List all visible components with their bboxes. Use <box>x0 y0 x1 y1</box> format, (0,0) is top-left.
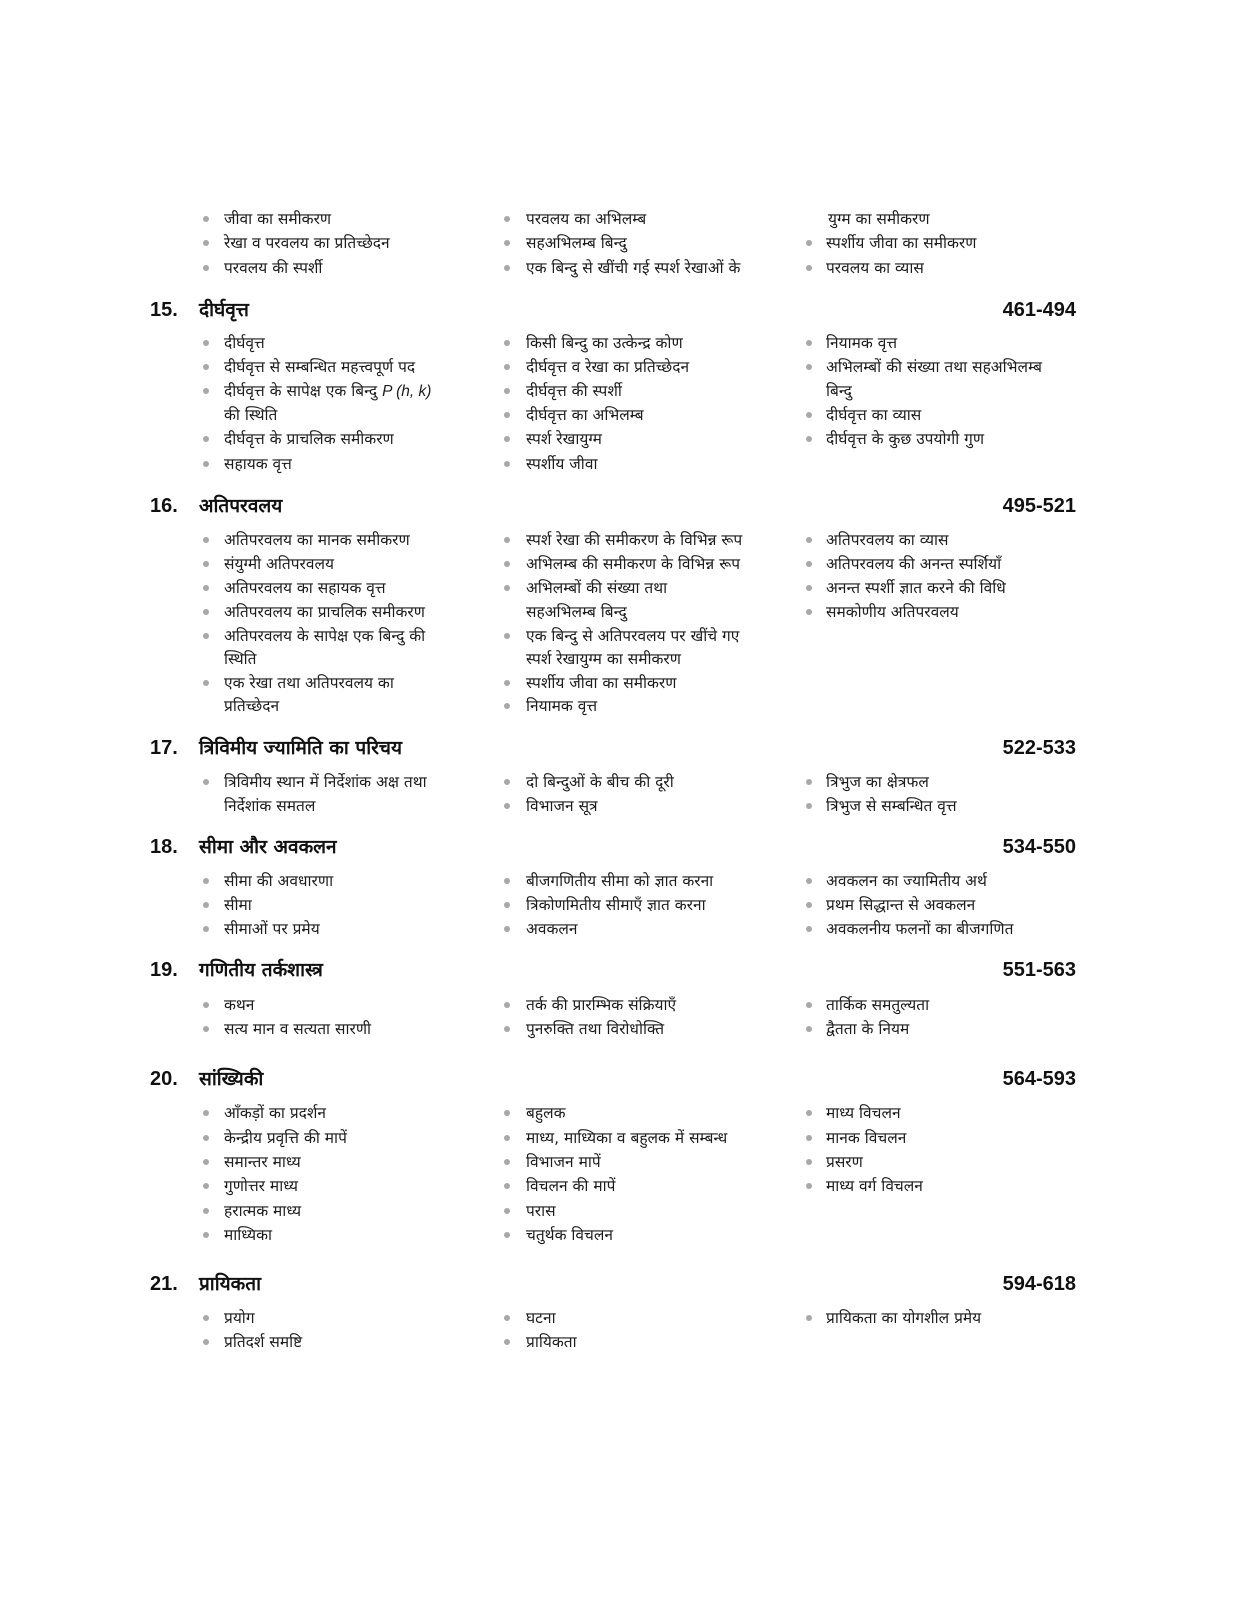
topic-item: समान्तर माध्य <box>224 1153 301 1171</box>
chapter-page-range: 564-593 <box>1002 1068 1076 1090</box>
bullet-icon <box>504 1315 510 1321</box>
topic-item: सीमा की अवधारणा <box>224 872 334 890</box>
bullet-icon <box>806 340 812 346</box>
topic-item: त्रिविमीय स्थान में निर्देशांक अक्ष तथा <box>224 773 427 791</box>
topic-item: सत्य मान व सत्यता सारणी <box>224 1020 372 1038</box>
topic-item-continued: बिन्दु <box>826 382 852 400</box>
bullet-icon <box>504 585 510 591</box>
toc-row <box>0 1223 1252 1247</box>
toc-row <box>0 1101 1252 1125</box>
bullet-icon <box>504 1159 510 1165</box>
bullet-icon <box>203 680 209 686</box>
bullet-icon <box>504 340 510 346</box>
topic-item: सहायक वृत्त <box>224 455 292 473</box>
toc-row <box>0 231 1252 255</box>
toc-row <box>0 379 1252 403</box>
bullet-icon <box>203 461 209 467</box>
topic-item: संयुग्मी अतिपरवलय <box>224 555 334 573</box>
topic-item: दो बिन्दुओं के बीच की दूरी <box>526 773 674 791</box>
chapter-page-range: 495-521 <box>1002 495 1076 517</box>
bullet-icon <box>504 803 510 809</box>
bullet-icon <box>806 1159 812 1165</box>
bullet-icon <box>504 1110 510 1116</box>
topic-item: दीर्घवृत्त <box>224 334 265 352</box>
bullet-icon <box>203 633 209 639</box>
chapter-number: 18. <box>150 836 178 858</box>
topic-item: मानक विचलन <box>826 1129 907 1147</box>
bullet-icon <box>203 1002 209 1008</box>
topic-item: माध्य वर्ग विचलन <box>826 1177 923 1195</box>
topic-item: नियामक वृत्त <box>526 697 598 715</box>
toc-row <box>0 1330 1252 1354</box>
topic-item: अभिलम्बों की संख्या तथा सहअभिलम्ब <box>826 358 1042 376</box>
chapter-number: 21. <box>150 1273 178 1295</box>
toc-row <box>0 993 1252 1017</box>
bullet-icon <box>806 803 812 809</box>
topic-item: केन्द्रीय प्रवृत्ति की मापें <box>224 1129 347 1147</box>
bullet-icon <box>806 1183 812 1189</box>
bullet-icon <box>806 779 812 785</box>
bullet-icon <box>504 1183 510 1189</box>
topic-item: सीमाओं पर प्रमेय <box>224 920 320 938</box>
chapter-title: सीमा और अवकलन <box>199 836 337 858</box>
topic-item: दीर्घवृत्त से सम्बन्धित महत्त्वपूर्ण पद <box>224 358 416 376</box>
bullet-icon <box>203 1110 209 1116</box>
topic-item: अतिपरवलय का व्यास <box>826 531 949 549</box>
bullet-icon <box>806 537 812 543</box>
toc-row <box>0 1126 1252 1150</box>
chapter-title: अतिपरवलय <box>199 495 283 517</box>
chapter-page-range: 534-550 <box>1002 836 1076 858</box>
topic-item: दीर्घवृत्त का व्यास <box>826 406 922 424</box>
toc-row <box>0 671 1252 695</box>
toc-row <box>0 1017 1252 1041</box>
topic-item: माध्य विचलन <box>826 1104 901 1122</box>
bullet-icon <box>806 364 812 370</box>
topic-item: दीर्घवृत्त की स्पर्शी <box>526 382 622 400</box>
toc-row <box>0 528 1252 552</box>
topic-item: प्रसरण <box>826 1153 863 1171</box>
chapter-page-range: 461-494 <box>1002 299 1076 321</box>
bullet-icon <box>203 436 209 442</box>
topic-item: माध्य, माध्यिका व बहुलक में सम्बन्ध <box>526 1129 728 1147</box>
topic-item: अवकलनीय फलनों का बीजगणित <box>826 920 1014 938</box>
topic-item: घटना <box>526 1309 556 1327</box>
topic-item: त्रिभुज का क्षेत्रफल <box>826 773 929 791</box>
topic-item: तार्किक समतुल्यता <box>826 996 930 1014</box>
topic-item: प्रायिकता <box>526 1333 577 1351</box>
topic-item: सीमा <box>224 896 252 914</box>
bullet-icon <box>203 878 209 884</box>
topic-item: एक रेखा तथा अतिपरवलय का <box>224 674 394 692</box>
chapter-heading[interactable] <box>0 733 1252 763</box>
bullet-icon <box>504 703 510 709</box>
bullet-icon <box>806 1110 812 1116</box>
topic-item: परास <box>526 1202 556 1220</box>
bullet-icon <box>203 1339 209 1345</box>
bullet-icon <box>203 1135 209 1141</box>
topic-item: अवकलन <box>526 920 578 938</box>
topic-item: द्वैतता के नियम <box>826 1020 910 1038</box>
bullet-icon <box>203 1026 209 1032</box>
chapter-heading[interactable] <box>0 832 1252 862</box>
bullet-icon <box>806 436 812 442</box>
bullet-icon <box>203 926 209 932</box>
bullet-icon <box>806 902 812 908</box>
bullet-icon <box>504 1339 510 1345</box>
topic-item: चतुर्थक विचलन <box>526 1226 613 1244</box>
bullet-icon <box>203 240 209 246</box>
chapter-title: सांख्यिकी <box>199 1068 264 1090</box>
topic-item: परवलय का व्यास <box>826 259 924 277</box>
toc-row <box>0 694 1252 718</box>
bullet-icon <box>806 1026 812 1032</box>
chapter-page-range: 551-563 <box>1002 959 1076 981</box>
bullet-icon <box>203 1159 209 1165</box>
topic-item: समकोणीय अतिपरवलय <box>826 603 959 621</box>
topic-item: स्पर्शीय जीवा <box>526 455 598 473</box>
bullet-icon <box>504 1208 510 1214</box>
topic-item: किसी बिन्दु का उत्केन्द्र कोण <box>526 334 683 352</box>
topic-item: दीर्घवृत्त का अभिलम्ब <box>526 406 644 424</box>
topic-item: त्रिकोणमितीय सीमाएँ ज्ञात करना <box>526 896 706 914</box>
bullet-icon <box>504 265 510 271</box>
bullet-icon <box>203 537 209 543</box>
bullet-icon <box>203 1208 209 1214</box>
topic-item: विभाजन सूत्र <box>526 797 598 815</box>
bullet-icon <box>504 388 510 394</box>
toc-row <box>0 770 1252 794</box>
bullet-icon <box>203 609 209 615</box>
topic-item: बहुलक <box>526 1104 566 1122</box>
toc-row <box>0 1306 1252 1330</box>
toc-row <box>0 917 1252 941</box>
toc-row <box>0 207 1252 231</box>
chapter-heading[interactable] <box>0 295 1252 325</box>
topic-item: तर्क की प्रारम्भिक संक्रियाएँ <box>526 996 677 1014</box>
topic-item: अतिपरवलय का मानक समीकरण <box>224 531 410 549</box>
bullet-icon <box>504 537 510 543</box>
topic-item: अतिपरवलय के सापेक्ष एक बिन्दु की <box>224 627 426 645</box>
bullet-icon <box>504 926 510 932</box>
topic-item: त्रिभुज से सम्बन्धित वृत्त <box>826 797 957 815</box>
bullet-icon <box>504 364 510 370</box>
bullet-icon <box>504 1135 510 1141</box>
topic-item: सहअभिलम्ब बिन्दु <box>526 234 627 252</box>
bullet-icon <box>203 902 209 908</box>
topic-item: दीर्घवृत्त के प्राचलिक समीकरण <box>224 430 394 448</box>
toc-row <box>0 331 1252 355</box>
topic-item-continued: की स्थिति <box>224 406 278 424</box>
topic-item: प्रथम सिद्धान्त से अवकलन <box>826 896 976 914</box>
bullet-icon <box>203 1315 209 1321</box>
bullet-icon <box>504 1026 510 1032</box>
toc-row <box>0 256 1252 280</box>
topic-item: गुणोत्तर माध्य <box>224 1177 299 1195</box>
bullet-icon <box>504 240 510 246</box>
topic-item: एक बिन्दु से अतिपरवलय पर खींचे गए <box>526 627 740 645</box>
bullet-icon <box>806 1002 812 1008</box>
topic-item-continued: स्थिति <box>224 650 257 668</box>
chapter-title: गणितीय तर्कशास्त्र <box>199 959 323 981</box>
topic-item: प्रतिदर्श समष्टि <box>224 1333 303 1351</box>
bullet-icon <box>806 412 812 418</box>
bullet-icon <box>504 779 510 785</box>
bullet-icon <box>203 561 209 567</box>
bullet-icon <box>203 1183 209 1189</box>
chapter-number: 20. <box>150 1068 178 1090</box>
chapter-heading[interactable] <box>0 1064 1252 1094</box>
bullet-icon <box>504 216 510 222</box>
bullet-icon <box>203 585 209 591</box>
toc-row <box>0 355 1252 379</box>
bullet-icon <box>806 1135 812 1141</box>
topic-item: स्पर्शीय जीवा का समीकरण <box>826 234 977 252</box>
topic-item: नियामक वृत्त <box>826 334 898 352</box>
chapter-heading[interactable] <box>0 955 1252 985</box>
toc-row <box>0 1150 1252 1174</box>
topic-item: अभिलम्ब की समीकरण के विभिन्न रूप <box>526 555 741 573</box>
topic-item: अतिपरवलय का सहायक वृत्त <box>224 579 386 597</box>
toc-row <box>0 794 1252 818</box>
toc-row <box>0 1199 1252 1223</box>
bullet-icon <box>203 1232 209 1238</box>
point-notation: P (h, k) <box>382 383 432 400</box>
topic-item: माध्यिका <box>224 1226 273 1244</box>
toc-row <box>0 869 1252 893</box>
bullet-icon <box>504 878 510 884</box>
chapter-title: प्रायिकता <box>199 1273 262 1295</box>
bullet-icon <box>806 585 812 591</box>
topic-item: स्पर्शीय जीवा का समीकरण <box>526 674 677 692</box>
topic-item: दीर्घवृत्त के कुछ उपयोगी गुण <box>826 430 985 448</box>
topic-item: आँकड़ों का प्रदर्शन <box>224 1104 327 1122</box>
topic-item: अतिपरवलय का प्राचलिक समीकरण <box>224 603 425 621</box>
toc-row <box>0 893 1252 917</box>
bullet-icon <box>806 240 812 246</box>
topic-item: पुनरुक्ति तथा विरोधोक्ति <box>526 1020 665 1038</box>
bullet-icon <box>504 461 510 467</box>
topic-item: परवलय की स्पर्शी <box>224 259 323 277</box>
topic-item: रेखा व परवलय का प्रतिच्छेदन <box>224 234 390 252</box>
topic-item: अनन्त स्पर्शी ज्ञात करने की विधि <box>826 579 1006 597</box>
topic-item: प्रायिकता का योगशील प्रमेय <box>826 1309 982 1327</box>
bullet-icon <box>203 364 209 370</box>
bullet-icon <box>504 1232 510 1238</box>
bullet-icon <box>504 412 510 418</box>
topic-item-continued: निर्देशांक समतल <box>224 797 316 815</box>
bullet-icon <box>504 633 510 639</box>
bullet-icon <box>504 902 510 908</box>
topic-item: विभाजन मापें <box>526 1153 601 1171</box>
topic-item: जीवा का समीकरण <box>224 210 332 228</box>
toc-row <box>0 427 1252 451</box>
chapter-number: 16. <box>150 495 178 517</box>
topic-item: स्पर्श रेखा की समीकरण के विभिन्न रूप <box>526 531 743 549</box>
topic-item-continued: प्रतिच्छेदन <box>224 697 280 715</box>
bullet-icon <box>806 878 812 884</box>
chapter-number: 19. <box>150 959 178 981</box>
chapter-page-range: 522-533 <box>1002 737 1076 759</box>
bullet-icon <box>806 1315 812 1321</box>
bullet-icon <box>203 388 209 394</box>
chapter-number: 17. <box>150 737 178 759</box>
chapter-title: त्रिविमीय ज्यामिति का परिचय <box>199 737 402 759</box>
topic-item: हरात्मक माध्य <box>224 1202 302 1220</box>
bullet-icon <box>504 1002 510 1008</box>
toc-row <box>0 576 1252 600</box>
topic-item-continued: सहअभिलम्ब बिन्दु <box>526 603 627 621</box>
chapter-number: 15. <box>150 299 178 321</box>
topic-item: परवलय का अभिलम्ब <box>526 210 647 228</box>
toc-row <box>0 647 1252 671</box>
bullet-icon <box>203 340 209 346</box>
topic-item: स्पर्श रेखायुग्म <box>526 430 602 448</box>
topic-item: प्रयोग <box>224 1309 255 1327</box>
chapter-page-range: 594-618 <box>1002 1273 1076 1295</box>
bullet-icon <box>203 265 209 271</box>
topic-item-continued: स्पर्श रेखायुग्म का समीकरण <box>526 650 681 668</box>
bullet-icon <box>203 779 209 785</box>
toc-row <box>0 624 1252 648</box>
topic-item: एक बिन्दु से खींची गई स्पर्श रेखाओं के <box>526 259 741 277</box>
topic-item: अवकलन का ज्यामितीय अर्थ <box>826 872 987 890</box>
toc-row <box>0 552 1252 576</box>
bullet-icon <box>504 680 510 686</box>
topic-item: अभिलम्बों की संख्या तथा <box>526 579 668 597</box>
toc-row <box>0 452 1252 476</box>
bullet-icon <box>203 216 209 222</box>
topic-item: दीर्घवृत्त के सापेक्ष एक बिन्दु P (h, k) <box>224 382 432 400</box>
topic-item: विचलन की मापें <box>526 1177 616 1195</box>
chapter-heading[interactable] <box>0 491 1252 521</box>
toc-row <box>0 1174 1252 1198</box>
topic-item: अतिपरवलय की अनन्त स्पर्शियाँ <box>826 555 1002 573</box>
bullet-icon <box>806 609 812 615</box>
topic-item: बीजगणितीय सीमा को ज्ञात करना <box>526 872 714 890</box>
bullet-icon <box>806 265 812 271</box>
bullet-icon <box>806 926 812 932</box>
bullet-icon <box>806 561 812 567</box>
toc-row <box>0 403 1252 427</box>
chapter-title: दीर्घवृत्त <box>199 299 249 321</box>
topic-item: दीर्घवृत्त व रेखा का प्रतिच्छेदन <box>526 358 690 376</box>
topic-item-continued: युग्म का समीकरण <box>828 210 930 228</box>
toc-row <box>0 600 1252 624</box>
topic-item: कथन <box>224 996 255 1014</box>
chapter-heading[interactable] <box>0 1269 1252 1299</box>
bullet-icon <box>504 561 510 567</box>
bullet-icon <box>504 436 510 442</box>
